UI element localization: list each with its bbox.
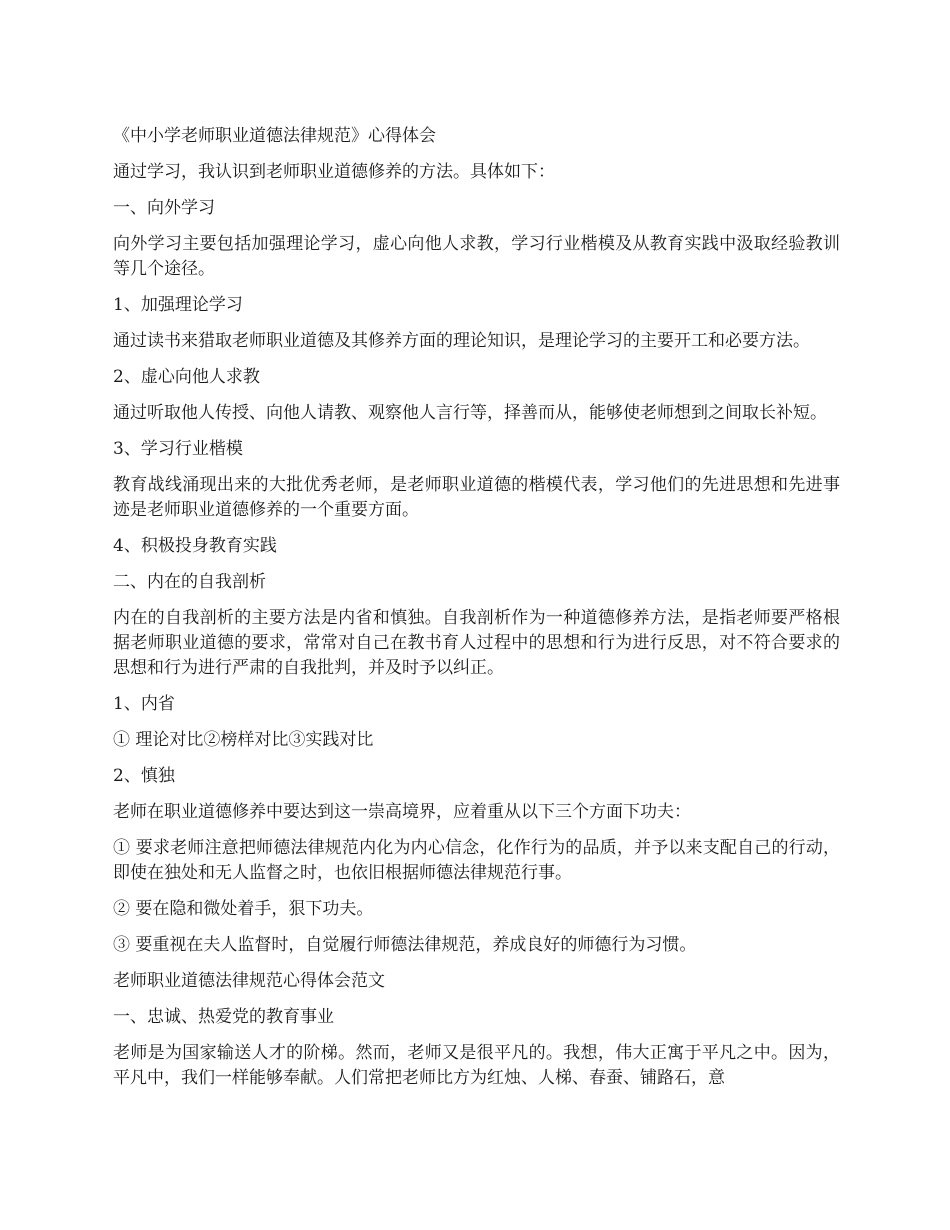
subsection-heading: 3、学习行业楷模 <box>113 439 243 459</box>
intro-paragraph: 通过学习，我认识到老师职业道德修养的方法。具体如下： <box>113 162 555 182</box>
document-body <box>113 124 840 1102</box>
subsection-heading: 2、虚心向他人求教 <box>113 367 260 387</box>
list-item: ③ 要重视在夫人监督时，自觉履行师德法律规范，养成良好的师德行为习惯。 <box>113 935 697 955</box>
paragraph: 通过听取他人传授、向他人请教、观察他人言行等，择善而从，能够使老师想到之间取长补短。 <box>113 403 827 423</box>
paragraph: 教育战线涌现出来的大批优秀老师，是老师职业道德的楷模代表，学习他们的先进思想和先进事迹是老师职业道德修养的一个重要方面。 <box>113 475 840 520</box>
paragraph: 内在的自我剖析的主要方法是内省和慎独。自我剖析作为一种道德修养方法，是指老师要严格根据老师职业道德的要求，常常对自己在教书育人过程中的思想和行为进行反思，对不符合要求的思想和行为进行严肃的自我批判，并及时予以纠正。 <box>113 608 840 678</box>
list-item: ① 要求老师注意把师德法律规范内化为内心信念，化作行为的品质，并予以来支配自己的行动，即使在独处和无人监督之时，也依旧根据师德法律规范行事。 <box>113 838 840 883</box>
paragraph: 向外学习主要包括加强理论学习，虚心向他人求教，学习行业楷模及从教育实践中汲取经验教训等几个途径。 <box>113 234 840 279</box>
section-title: 老师职业道德法律规范心得体会范文 <box>113 971 385 991</box>
list-item: ① 理论对比②榜样对比③实践对比 <box>113 730 374 750</box>
document-title: 《中小学老师职业道德法律规范》心得体会 <box>113 126 436 146</box>
subsection-heading: 2、慎独 <box>113 766 175 786</box>
paragraph: 通过读书来猎取老师职业道德及其修养方面的理论知识，是理论学习的主要开工和必要方法。 <box>113 331 810 351</box>
subsection-heading: 1、内省 <box>113 694 175 714</box>
section-heading: 一、向外学习 <box>113 198 215 218</box>
subsection-heading: 1、加强理论学习 <box>113 295 243 315</box>
list-item: ② 要在隐和微处着手，狠下功夫。 <box>113 899 374 919</box>
paragraph: 老师是为国家输送人才的阶梯。然而，老师又是很平凡的。我想，伟大正寓于平凡之中。因为，平凡中，我们一样能够奉献。人们常把老师比方为红烛、人梯、春蚕、铺路石，意 <box>113 1043 840 1088</box>
section-heading: 二、内在的自我剖析 <box>113 572 266 592</box>
paragraph: 老师在职业道德修养中要达到这一崇高境界，应着重从以下三个方面下功夫： <box>113 802 691 822</box>
subsection-heading: 4、积极投身教育实践 <box>113 536 277 556</box>
section-heading: 一、忠诚、热爱党的教育事业 <box>113 1007 334 1027</box>
